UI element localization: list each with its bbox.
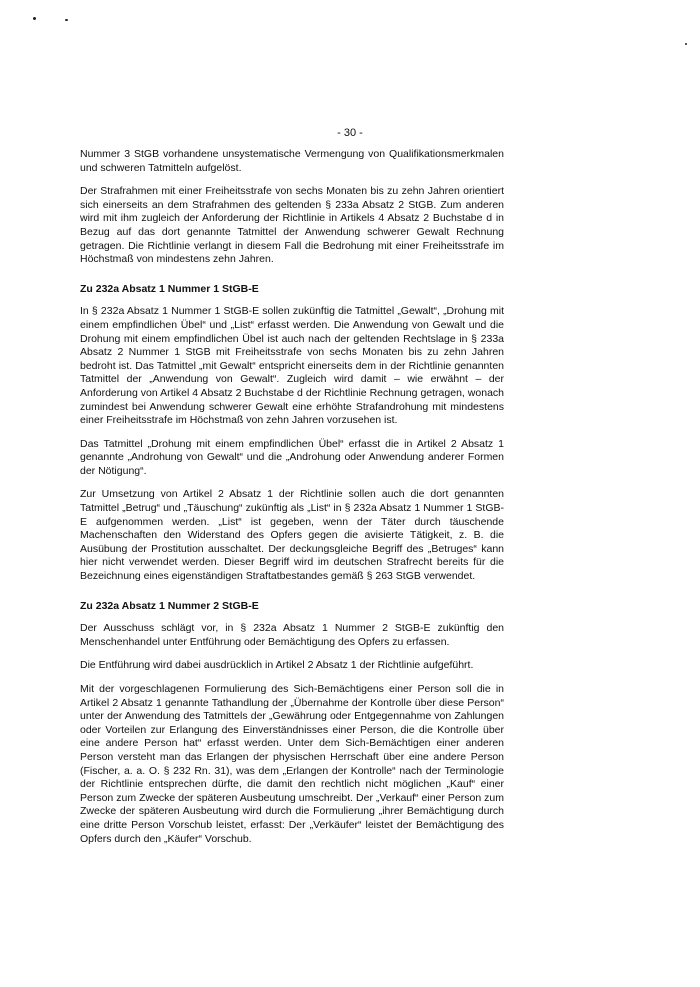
document-body — [80, 148, 504, 856]
paragraph: Mit der vorgeschlagenen Formulierung des Sich-Bemächtigens einer Person soll die in Artikel 2 Absatz 1 genannte Tathandlung der „Übernahme der Kontrolle über diese Person“ unter der Anwendung des Tatmittels der „Gewährung oder Entgegennahme von Zahlungen oder Vorteilen zur Erlangung des Einverständnisses einer Person, die die Kontrolle über eine andere Person hat“ erfasst werden. Unter dem Sich-Bemächtigen einer anderen Person versteht man das Erlangen der physischen Herrschaft über eine andere Person (Fischer, a. a. O. § 232 Rn. 31), was dem „Erlangen der Kontrolle“ nach der Terminologie der Richtlinie entsprechen dürfte, die damit den rechtlich nicht möglichen „Kauf“ einer Person zum Zwecke der späteren Ausbeutung umschreibt. Der „Verkauf“ einer Person zum Zwecke der späteren Ausbeutung wird durch die Formulierung „ihrer Bemächtigung durch eine dritte Person Vorschub leistet, erfasst: Der „Verkäufer“ leistet der Bemächtigung des Opfers durch den „Käufer“ Vorschub. — [80, 683, 504, 845]
page-number: - 30 - — [337, 127, 363, 139]
scan-speck — [685, 43, 687, 45]
scan-speck — [65, 19, 68, 21]
paragraph: Der Strafrahmen mit einer Freiheitsstrafe von sechs Monaten bis zu zehn Jahren orientiert sich einerseits an dem Strafrahmen des geltenden § 233a Absatz 2 StGB. Zum anderen wird mit ihm zugleich der Anforderung der Richtlinie in Artikels 4 Absatz 2 Buchstabe d in Bezug auf das dort genannte Tatmittel der Anwendung schwerer Gewalt Rechnung getragen. Die Richtlinie verlangt in diesem Fall die Bedrohung mit einer Freiheitsstrafe im Höchstmaß von mindestens zehn Jahren. — [80, 185, 504, 266]
paragraph: In § 232a Absatz 1 Nummer 1 StGB-E sollen zukünftig die Tatmittel „Gewalt“, „Drohung mit einem empfindlichen Übel“ und „List“ erfasst werden. Die Anwendung von Gewalt und die Drohung mit einem empfindlichen Übel ist auch nach der geltenden Rechtslage in § 233a Absatz 2 Nummer 1 StGB mit Freiheitsstrafe von sechs Monaten bis zu zehn Jahren bedroht ist. Das Tatmittel „mit Gewalt“ entspricht einerseits dem in der Richtlinie genannten Tatmittel der „Anwendung von Gewalt“. Zugleich wird damit – wie erwähnt – der Anforderung von Artikel 4 Absatz 2 Buchstabe d der Richtlinie Rechnung getragen, wonach zumindest bei Anwendung schwerer Gewalt eine erhöhte Strafandrohung mit mindestens einer Freiheitsstrafe im Höchstmaß von zehn Jahren vorzusehen ist. — [80, 305, 504, 427]
paragraph: Das Tatmittel „Drohung mit einem empfindlichen Übel“ erfasst die in Artikel 2 Absatz 1 genannte „Androhung von Gewalt“ und die „Androhung oder Anwendung anderer Formen der Nötigung“. — [80, 437, 504, 477]
paragraph: Zur Umsetzung von Artikel 2 Absatz 1 der Richtlinie sollen auch die dort genannten Tatmittel „Betrug“ und „Täuschung“ zukünftig als „List“ in § 232a Absatz 1 Nummer 1 StGB-E aufgenommen werden. „List“ ist gegeben, wenn der Täter durch täuschende Machenschaften den Widerstand des Opfers gegen die avisierte Tätigkeit, z. B. die Ausübung der Prostitution ausschaltet. Der deckungsgleiche Begriff des „Betruges“ kann hier nicht verwendet werden. Dieser Begriff wird im deutschen Strafrecht bereits für die Bezeichnung eines eigenständigen Straftatbestandes gemäß § 263 StGB verwendet. — [80, 488, 504, 583]
scan-speck — [33, 17, 36, 20]
paragraph: Die Entführung wird dabei ausdrücklich in Artikel 2 Absatz 1 der Richtlinie aufgeführt. — [80, 659, 474, 672]
paragraph: Nummer 3 StGB vorhandene unsystematische Vermengung von Qualifikationsmerkmalen und schweren Tatmitteln aufgelöst. — [80, 148, 504, 174]
section-heading: Zu 232a Absatz 1 Nummer 1 StGB-E — [80, 282, 259, 295]
paragraph: Der Ausschuss schlägt vor, in § 232a Absatz 1 Nummer 2 StGB-E zukünftig den Menschenhandel unter Entführung oder Bemächtigung des Opfers zu erfassen. — [80, 622, 504, 648]
section-heading: Zu 232a Absatz 1 Nummer 2 StGB-E — [80, 599, 259, 612]
